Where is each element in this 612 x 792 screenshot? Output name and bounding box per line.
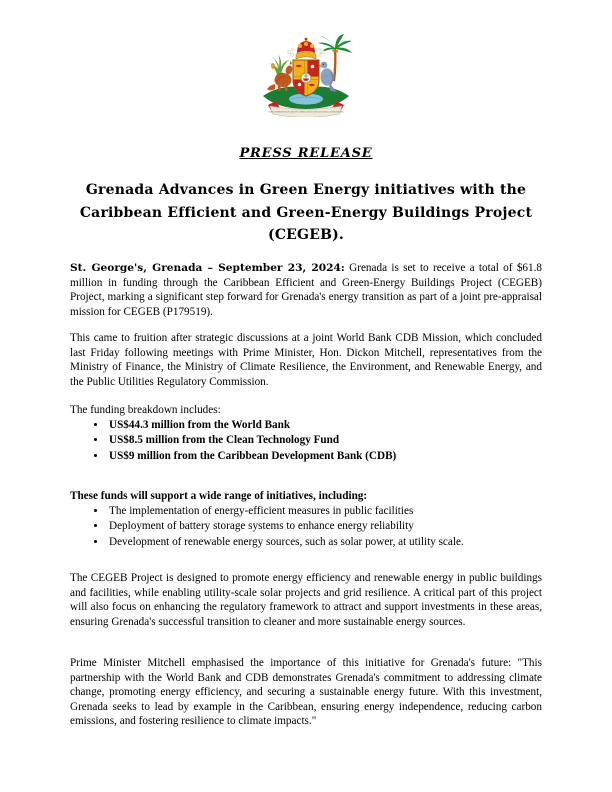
- list-item: • Development of renewable energy sources, such as solar power, at utility scale.: [107, 535, 543, 550]
- list-item: • US$9 million from the Caribbean Development Bank (CDB): [107, 449, 543, 464]
- list-item: • US$44.3 million from the World Bank: [107, 418, 543, 433]
- crown-icon: [296, 38, 316, 59]
- paragraph-mission: This came to fruition after strategic discussions at a joint World Bank CDB Mission, which concluded last Friday following meetings with Prime Minister, Hon. Dickon Mitchell, representatives from the Ministry of Finance, the Ministry of Climate Resilience, the Environment, and Renewable Energy, and the Public Utilities Regulatory Commission.: [70, 332, 542, 388]
- press-release-heading: PRESS RELEASE: [239, 146, 373, 161]
- motto-text: EVER CONSCIOUS OF GOD WE ASPIRE, BUILD AND ADVANCE AS ONE PEOPLE: [268, 111, 344, 114]
- funding-breakdown-list: [70, 418, 543, 464]
- list-item: • US$8.5 million from the Clean Technology Fund: [107, 433, 543, 448]
- initiatives-list: [70, 504, 543, 550]
- title-line-2: Caribbean Efficient and Green-Energy Buildings Project: [79, 204, 533, 221]
- paragraph-pm-quote: Prime Minister Mitchell emphasised the importance of this initiative for Grenada's future: "This partnership with the World Bank and CDB demonstrates Grenada's commitment to addressing climate change, promoting energy efficiency, and securing a sustainable energy future. With this investment, Grenada seeks to lead by example in the Caribbean, ensuring energy independence, reducing carbon emissions, and fostering resilience to climate impacts.": [70, 657, 542, 728]
- funding-breakdown-heading: The funding breakdown includes:: [70, 404, 221, 417]
- paragraph-project-goals: The CEGEB Project is designed to promote energy efficiency and renewable energy in public buildings and facilities, while enabling utility-scale solar projects and grid resilience. A critical part of this project will also focus on enhancing the regulatory framework to attract and support investments in these areas, ensuring Grenada's successful transition to cleaner and more sustainable energy sources.: [70, 572, 542, 628]
- document-title: [70, 179, 542, 247]
- grenada-coat-of-arms-icon: [256, 33, 356, 117]
- paragraph-1-text: Grenada is set to receive a total of $61.8 million in funding through the Caribbean Efficient and Green-Energy Buildings Project (CEGEB) Project, marking a significant step forward for Grenada's energy transition as part of a joint pre-appraisal mission for CEGEB (P179519).: [70, 262, 542, 318]
- list-item: • The implementation of energy-efficient measures in public facilities: [107, 504, 543, 519]
- dateline-lead: St. George's, Grenada – September 23, 2024:: [70, 262, 345, 275]
- shield-icon: [293, 60, 319, 96]
- paragraph-dateline: [70, 261, 542, 319]
- title-line-1: Grenada Advances in Green Energy initiatives with the: [85, 182, 527, 198]
- title-line-3: (CEGEB).: [268, 227, 344, 243]
- list-item: • Deployment of battery storage systems to enhance energy reliability: [107, 519, 543, 534]
- initiatives-heading: These funds will support a wide range of initiatives, including:: [70, 490, 368, 503]
